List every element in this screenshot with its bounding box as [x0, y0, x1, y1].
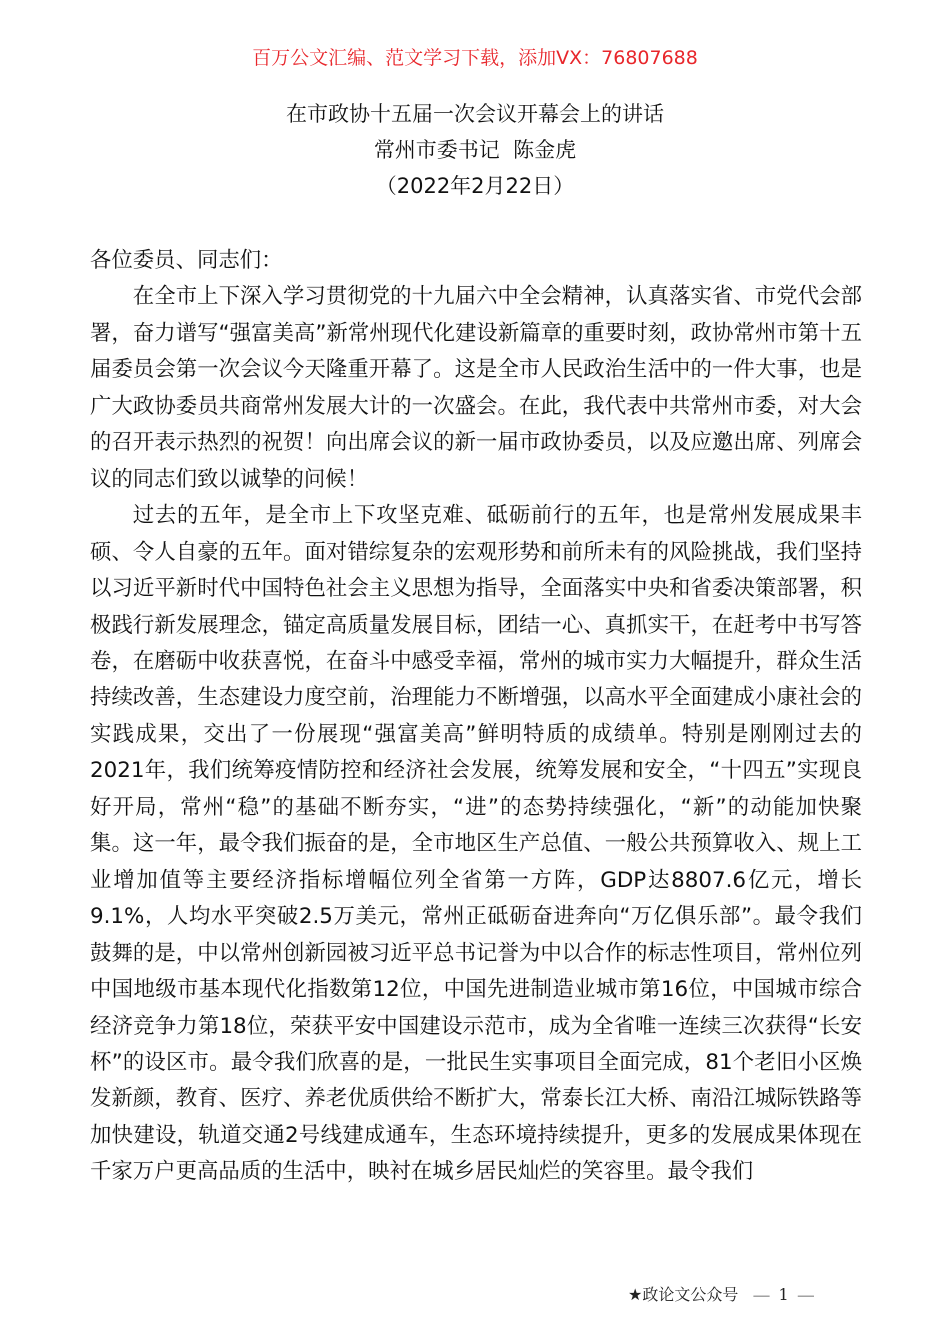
document-body	[90, 243, 862, 1191]
footer-dash-left: —	[753, 1287, 770, 1304]
footer-source: ★政论文公众号	[628, 1285, 739, 1304]
download-banner: 百万公文汇编、范文学习下载，添加VX：76807688	[252, 47, 698, 69]
document-date: （2022年2月22日）	[375, 174, 575, 198]
page-footer	[628, 1283, 814, 1308]
paragraph: 在全市上下深入学习贯彻党的十九届六中全会精神，认真落实省、市党代会部署，奋力谱写“强富美高”新常州现代化建设新篇章的重要时刻，政协常州市第十五届委员会第一次会议今天隆重开幕了。这是全市人民政治生活中的一件大事，也是广大政协委员共商常州发展大计的一次盛会。在此，我代表中共常州市委，对大会的召开表示热烈的祝贺！向出席会议的新一届市政协委员，以及应邀出席、列席会议的同志们致以诚挚的问候！	[90, 284, 862, 492]
paragraph: 过去的五年，是全市上下攻坚克难、砥砺前行的五年，也是常州发展成果丰硕、令人自豪的五年。面对错综复杂的宏观形势和前所未有的风险挑战，我们坚持以习近平新时代中国特色社会主义思想为指导，全面落实中央和省委决策部署，积极践行新发展理念，锚定高质量发展目标，团结一心、真抓实干，在赶考中书写答卷，在磨砺中收获喜悦，在奋斗中感受幸福，常州的城市实力大幅提升，群众生活持续改善，生态建设力度空前，治理能力不断增强，以高水平全面建成小康社会的实践成果，交出了一份展现“强富美高”鲜明特质的成绩单。特别是刚刚过去的2021年，我们统筹疫情防控和经济社会发展，统筹发展和安全，“十四五”实现良好开局，常州“稳”的基础不断夯实，“进”的态势持续强化，“新”的动能加快聚集。这一年，最令我们振奋的是，全市地区生产总值、一般公共预算收入、规上工业增加值等主要经济指标增幅位列全省第一方阵，GDP达8807.6亿元，增长9.1%，人均水平突破2.5万美元，常州正砥砺奋进奔向“万亿俱乐部”。最令我们鼓舞的是，中以常州创新园被习近平总书记誉为中以合作的标志性项目，常州位列中国地级市基本现代化指数第12位，中国先进制造业城市第16位，中国城市综合经济竞争力第18位，荣获平安中国建设示范市，成为全省唯一连续三次获得“长安杯”的设区市。最令我们欣喜的是，一批民生实事项目全面完成，81个老旧小区焕发新颜，教育、医疗、养老优质供给不断扩大，常泰长江大桥、南沿江城际铁路等加快建设，轨道交通2号线建成通车，生态环境持续提升，更多的发展成果体现在千家万户更高品质的生活中，映衬在城乡居民灿烂的笑容里。最令我们	[90, 503, 862, 1185]
footer-dash-right: —	[797, 1287, 814, 1304]
page-number: 1	[778, 1285, 789, 1304]
document-author: 常州市委书记 陈金虎	[373, 138, 577, 162]
document-title: 在市政协十五届一次会议开幕会上的讲话	[286, 102, 664, 126]
document-header	[0, 96, 950, 204]
salutation: 各位委员、同志们：	[90, 248, 283, 273]
